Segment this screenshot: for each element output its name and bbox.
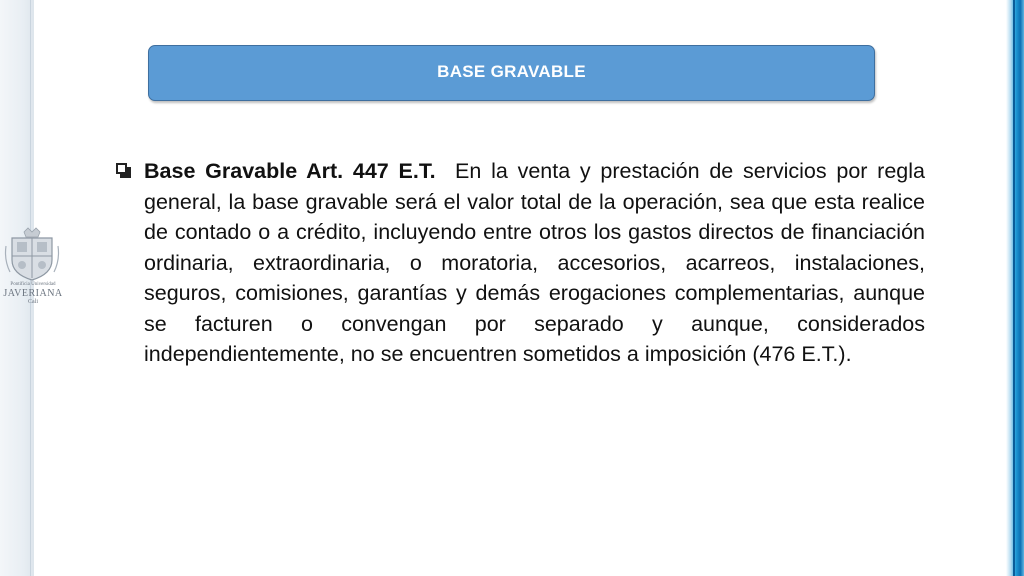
title-banner [148,45,875,101]
logo-line-3: Cali [28,299,38,305]
page-title: BASE GRAVABLE [437,62,586,81]
logo-line-1: Pontificia Universidad [10,282,56,287]
content-block [116,156,925,370]
university-logo [2,226,64,318]
paragraph-body: En la venta y prestación de servicios por regla general, la base gravable será el valor total de la operación, sea que esta realice de contado o a crédito, incluyendo entre otros los gastos directos de financiación ordinaria, extraordinaria, o moratoria, accesorios, acarreos, instalaciones, seguros, comisiones, garantías y demás erogaciones complementarias, aunque se facturen o convengan por separado y aunque, considerados independientemente, no se encuentren sometidos a imposición (476 E.T.). [144,159,925,366]
paragraph-lead: Base Gravable Art. 447 E.T. [144,159,436,183]
bullet-paragraph [116,156,925,370]
logo-line-2: JAVERIANA [3,288,63,299]
right-accent-line [1013,0,1015,576]
checkbox-bullet-icon [116,163,131,178]
right-accent-stripe [1006,0,1024,576]
